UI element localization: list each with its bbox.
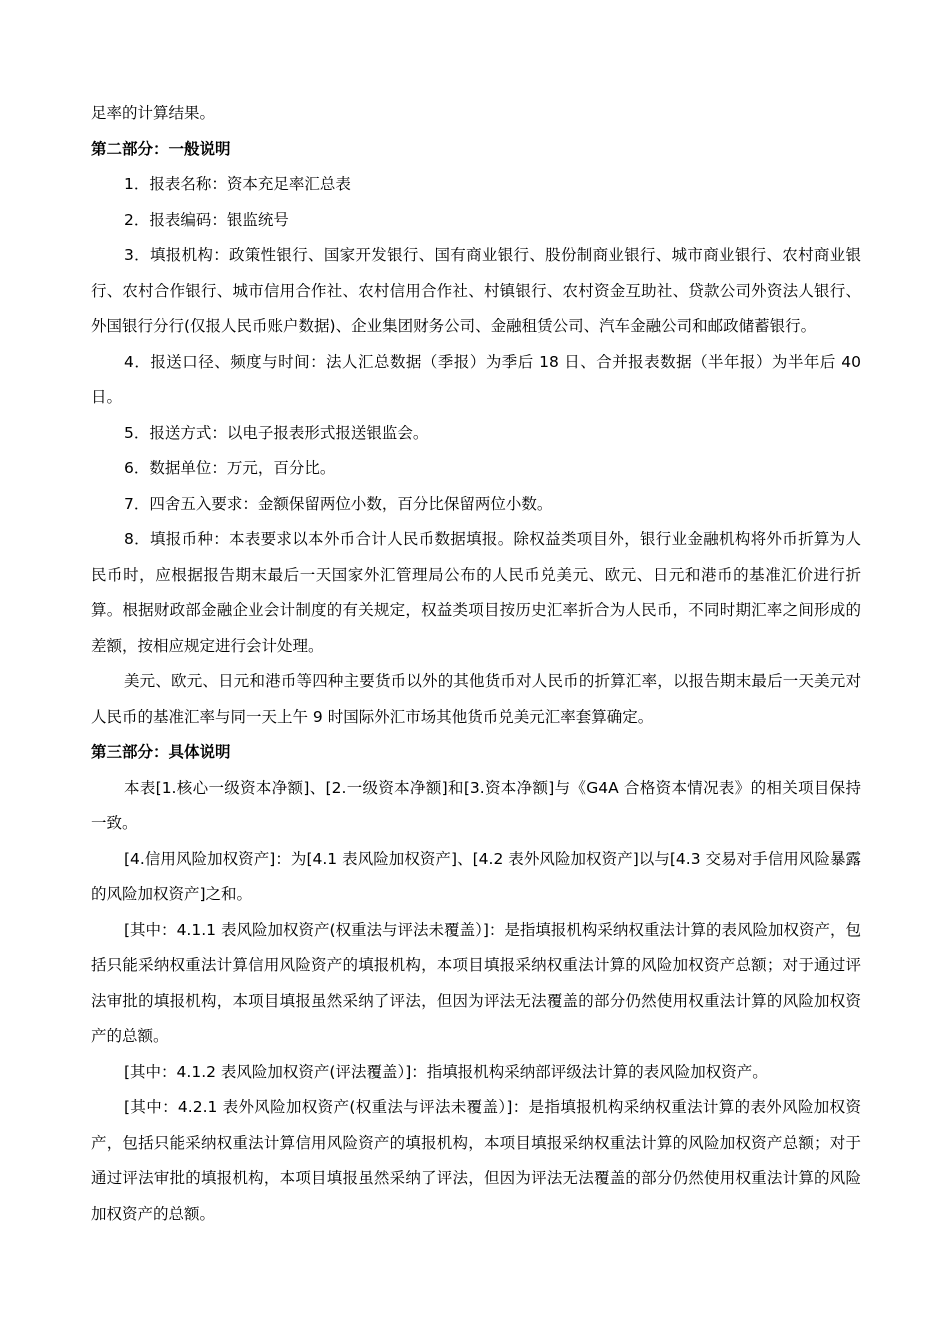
item-data-unit: 6．数据单位：万元，百分比。 [124,459,336,477]
item-submission-method: 5．报送方式：以电子报表形式报送银监会。 [124,423,429,442]
paragraph-4-2-1: [其中：4.2.1 表外风险加权资产(权重法与评法未覆盖）]：是指填报机构采纳权重法计算的表外风险加权资产，包括只能采纳权重法计算信用风险资产的填报机构，本项目填报采纳权重法计算的风险加权资产总额；对于通过评法审批的填报机构，本项目填报虽然采纳了评法，但因为评法无法覆盖的部分仍然使用权重法计算的风险加权资产的总额。 [91,1098,861,1223]
item-reporting-institutions: 3．填报机构：政策性银行、国家开发银行、国有商业银行、股份制商业银行、城市商业银行、农村商业银行、农村合作银行、城市信用合作社、农村信用合作社、村镇银行、农村资金互助社、贷款公司外资法人银行、外国银行分行(仅报人民币账户数据)、企业集团财务公司、金融租赁公司、汽车金融公司和邮政储蓄银行。 [91,246,861,335]
item-report-name: 1．报表名称：资本充足率汇总表 [124,175,351,193]
section-heading-general: 第二部分：一般说明 [91,139,231,158]
paragraph-capital: 本表[1.核心一级资本净额]、[2.一级资本净额]和[3.资本净额]与《G4A 合格资本情况表》的相关项目保持一致。 [91,778,861,832]
item-report-code: 2．报表编码：银监统号 [124,210,289,229]
paragraph-continuation: 足率的计算结果。 [91,104,216,122]
paragraph-exchange-rate: 美元、欧元、日元和港币等四种主要货币以外的其他货币对人民币的折算汇率，以报告期末最后一天美元对人民币的基准汇率与同一天上午 9 时国际外汇市场其他货币兑美元汇率套算确定。 [91,672,861,726]
item-reporting-frequency: 4．报送口径、频度与时间：法人汇总数据（季报）为季后 18 日、合并报表数据（半年报）为半年后 40 日。 [91,352,861,406]
section-heading-specific: 第三部分：具体说明 [91,743,231,761]
document-page [91,96,861,1232]
item-rounding: 7．四舍五入要求：金额保留两位小数，百分比保留两位小数。 [124,494,553,513]
item-currency: 8．填报币种：本表要求以本外币合计人民币数据填报。除权益类项目外，银行业金融机构将外币折算为人民币时，应根据报告期末最后一天国家外汇管理局公布的人民币兑美元、欧元、日元和港币的基准汇价进行折算。根据财政部金融企业会计制度的有关规定，权益类项目按历史汇率折合为人民币，不同时期汇率之间形成的差额，按相应规定进行会计处理。 [91,530,861,655]
paragraph-credit-risk: [4.信用风险加权资产]：为[4.1 表风险加权资产]、[4.2 表外风险加权资产]以与[4.3 交易对手信用风险暴露的风险加权资产]之和。 [91,849,861,903]
paragraph-4-1-2: [其中：4.1.2 表风险加权资产(评法覆盖）]：指填报机构采纳部评级法计算的表风险加权资产。 [124,1062,768,1081]
paragraph-4-1-1: [其中：4.1.1 表风险加权资产(权重法与评法未覆盖）]：是指填报机构采纳权重法计算的表风险加权资产，包括只能采纳权重法计算信用风险资产的填报机构，本项目填报采纳权重法计算的风险加权资产总额；对于通过评法审批的填报机构，本项目填报虽然采纳了评法，但因为评法无法覆盖的部分仍然使用权重法计算的风险加权资产的总额。 [91,920,861,1045]
